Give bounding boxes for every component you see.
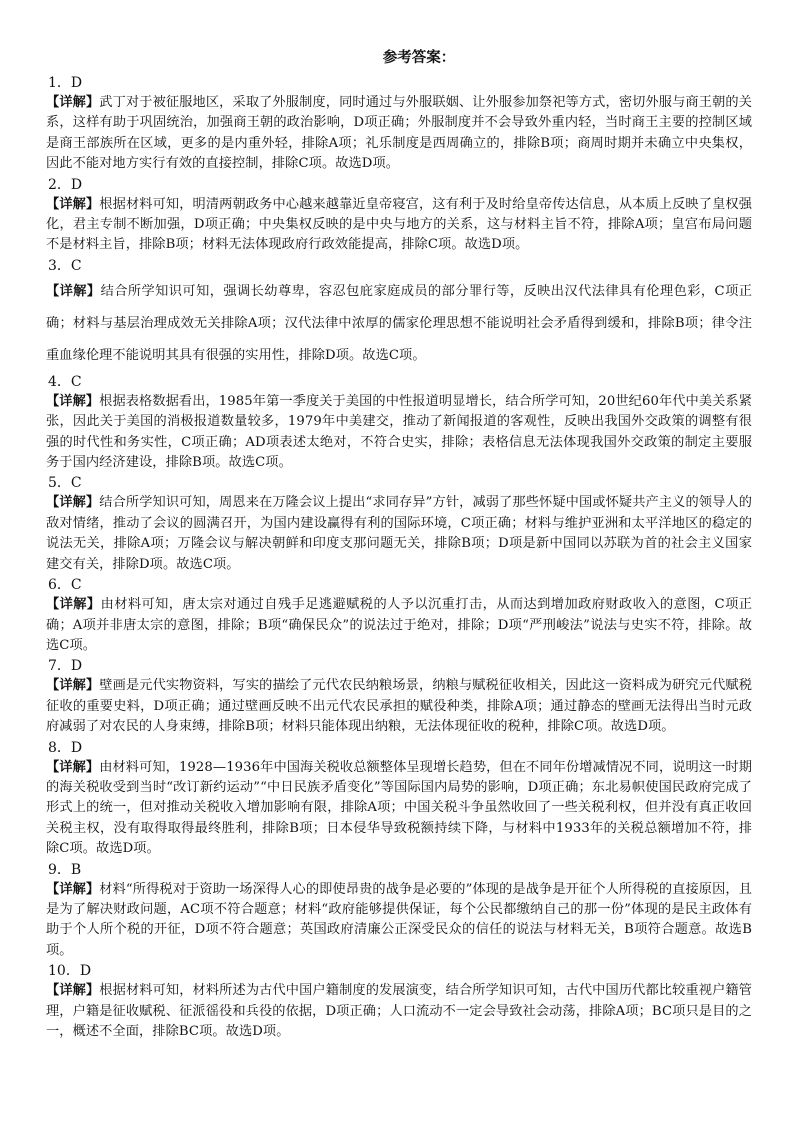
answer-item-7 (46, 656, 752, 737)
answer-item-4 (46, 372, 752, 474)
answer-detail (46, 880, 752, 962)
answer-detail (46, 595, 752, 656)
detail-tag: 【详解】 (46, 678, 100, 694)
answer-number: 9．B (48, 861, 82, 878)
detail-tag: 【详解】 (46, 597, 101, 613)
detail-text: 根据表格数据看出，1985年第一季度关于美国的中性报道明显增长，结合所学可知，20世纪60年代中美关系紧张，因此关于美国的消极报道数量较多，1979年中美建交，推动了新闻报道的客观性，反映出我国外交政策的调整有很强的时代性和务实性，C项正确；AD项表述太绝对，不符合史实，排除；表格信息无法体现我国外交政策的制定主要服务于国内经济建设，排除B项。故选C项。 (46, 393, 752, 471)
detail-tag: 【详解】 (46, 881, 100, 897)
detail-text: 根据材料可知，明清两朝政务中心越来越靠近皇帝寝宫，这有利于及时给皇帝传达信息，从本质上反映了皇权强化，君主专制不断加强，D项正确；中央集权反映的是中央与地方的关系，这与材料主旨不符，排除A项；皇宫布局问题不是材料主旨，排除B项；材料无法体现政府行政效能提高，排除C项。故选D项。 (46, 196, 752, 253)
answer-item-3 (46, 256, 752, 372)
answer-item-5 (46, 473, 752, 575)
detail-tag: 【详解】 (46, 196, 100, 212)
page-title: 参考答案： (382, 49, 456, 66)
answer-number: 10．D (48, 963, 92, 980)
answer-item-1 (46, 73, 752, 175)
answer-detail (46, 195, 752, 256)
detail-tag: 【详解】 (46, 393, 100, 409)
answer-number: 3．C (48, 257, 82, 274)
answer-item-6 (46, 575, 752, 656)
detail-text: 根据材料可知，材料所述为古代中国户籍制度的发展演变，结合所学知识可知，古代中国历代都比较重视户籍管理，户籍是征收赋税、征派徭役和兵役的依据，D项正确；人口流动不一定会导致社会动荡，排除A项；BC项只是目的之一，概述不全面，排除BC项。故选D项。 (46, 983, 752, 1039)
answer-detail (46, 276, 752, 372)
detail-tag: 【详解】 (46, 95, 100, 110)
answer-number: 7．D (48, 658, 83, 675)
detail-tag: 【详解】 (46, 283, 101, 299)
answer-detail (46, 93, 752, 175)
answer-number: 6．C (48, 577, 82, 594)
answer-detail (46, 392, 752, 474)
answer-number: 2．D (48, 176, 83, 193)
detail-text: 由材料可知，1928—1936年中国海关税收总额整体呈现增长趋势，但在不同年份增减情况不同，说明这一时期的海关税收受到当时“改订新约运动”“中日民族矛盾变化”等国际国内局势的影响，D项正确；东北易帜使国民政府完成了形式上的统一，但对推动关税收入增加影响有限，排除A项；中国关税斗争虽然收回了一些关税利权，但并没有真正收回关税主权，没有取得取得最终胜利，排除B项；日本侵华导致税额持续下降，与材料中1933年的关税总额增加不符，排除C项。故选D项。 (46, 759, 752, 857)
answer-page (46, 48, 752, 1042)
answer-item-9 (46, 860, 752, 962)
answer-number: 1．D (48, 75, 83, 91)
answer-detail (46, 981, 752, 1042)
answer-item-8 (46, 738, 752, 860)
detail-text: 结合所学知识可知，强调长幼尊卑，容忍包庇家庭成员的部分罪行等，反映出汉代法律具有伦理色彩，C项正确；材料与基层治理成效无关排除A项；汉代法律中浓厚的儒家伦理思想不能说明社会矛盾得到缓和，排除B项；律令注重血缘伦理不能说明其具有很强的实用性，排除D项。故选C项。 (46, 283, 752, 363)
answer-item-2 (46, 175, 752, 256)
detail-text: 由材料可知，唐太宗对通过自残手足逃避赋税的人予以沉重打击，从而达到增加政府财政收入的意图，C项正确；A项并非唐太宗的意图，排除；B项“确保民众”的说法过于绝对，排除；D项“严刑峻法”说法与史实不符，排除。故选C项。 (46, 597, 752, 653)
detail-tag: 【详解】 (46, 495, 100, 511)
detail-text: 材料“所得税对于资助一场深得人心的即使昂贵的战争是必要的”体现的是战争是开征个人所得税的直接原因，且是为了解决财政问题，AC项不符合题意；材料“政府能够提供保证，每个公民都缴纳自己的那一份”体现的是民主政体有助于个人所个税的开征，D项不符合题意；英国政府清廉公正深受民众的信任的说法与材料无关，B项符合题意。故选B项。 (46, 881, 753, 958)
answer-number: 5．C (48, 475, 82, 492)
answer-detail (46, 493, 752, 575)
detail-text: 结合所学知识可知，周恩来在万隆会议上提出“求同存异”方针，减弱了那些怀疑中国或怀疑共产主义的领导人的敌对情绪，推动了会议的圆满召开，为国内建设赢得有利的国际环境，C项正确；材料与维护亚洲和太平洋地区的稳定的说法无关，排除A项；万隆会议与解决朝鲜和印度支那问题无关，排除B项；D项是新中国同以苏联为首的社会主义国家建交有关，排除D项。故选C项。 (46, 495, 753, 572)
answer-detail (46, 676, 752, 737)
detail-tag: 【详解】 (46, 759, 100, 775)
detail-text: 壁画是元代实物资料，写实的描绘了元代农民纳粮场景，纳粮与赋税征收相关，因此这一资料成为研究元代赋税征收的重要史料，D项正确；通过壁画反映不出元代农民承担的赋役种类，排除A项；通过静态的壁画无法得出当时元政府减弱了对农民的人身束缚，排除B项；材料只能体现出纳粮，无法体现征收的税种，排除C项。故选D项。 (46, 678, 752, 735)
answer-number: 4．C (48, 373, 82, 390)
answer-item-10 (46, 961, 752, 1042)
detail-tag: 【详解】 (46, 983, 100, 999)
detail-text: 武丁对于被征服地区，采取了外服制度，同时通过与外服联姻、让外服参加祭祀等方式，密切外服与商王朝的关系，这样有助于巩固统治，加强商王朝的政治影响，D项正确；外服制度并不会导致外重内轻，当时商王主要的控制区域是商王部族所在区域，更多的是内重外轻，排除A项；礼乐制度是西周确立的，排除B项；商周时期并未确立中央集权，因此不能对地方实行有效的直接控制，排除C项。故选D项。 (46, 95, 752, 172)
answer-number: 8．D (48, 739, 83, 756)
answer-detail (46, 758, 752, 860)
